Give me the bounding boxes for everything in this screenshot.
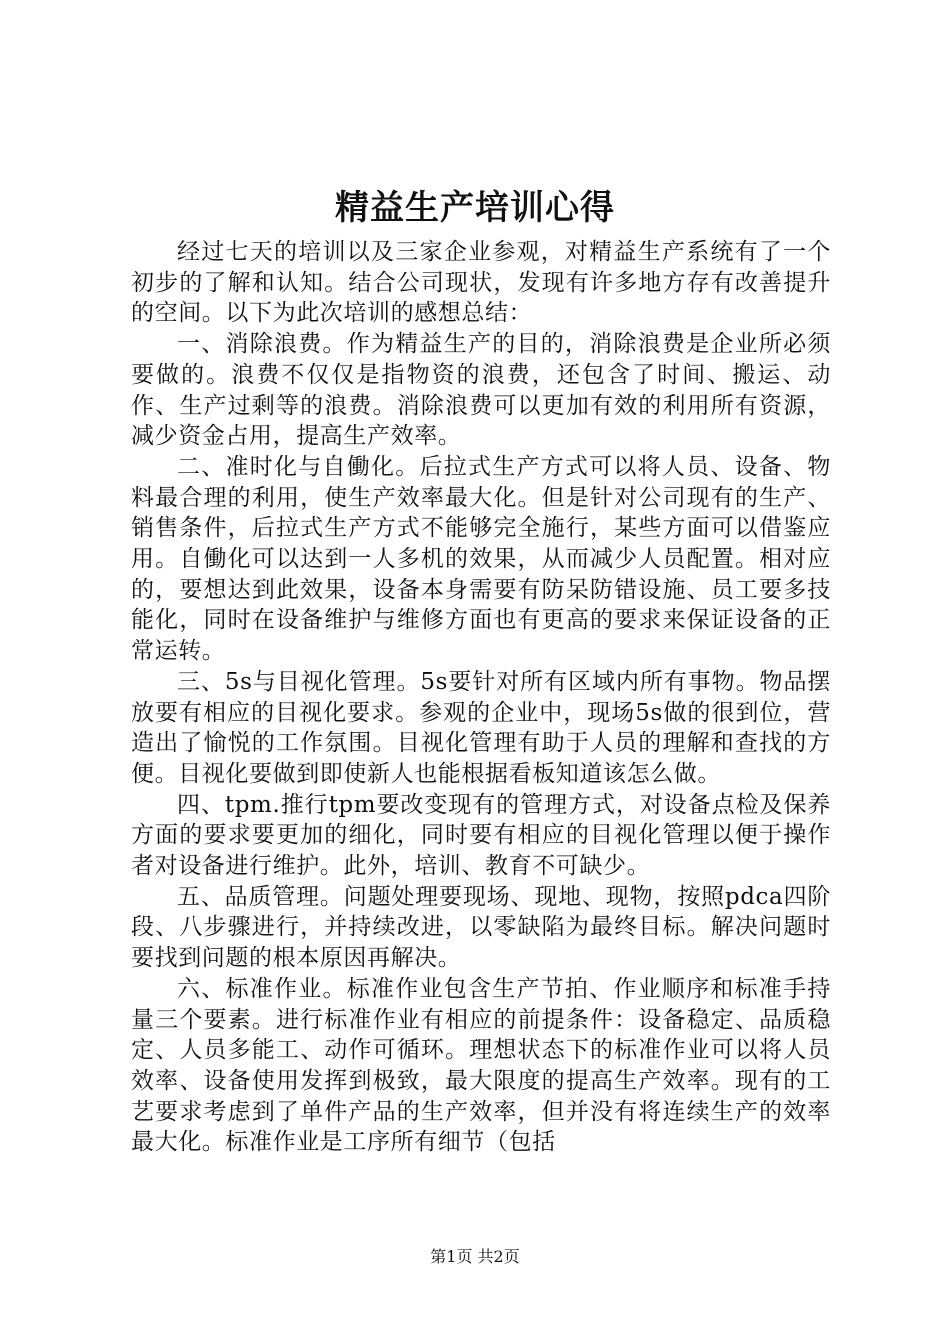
paragraph-jit-jidoka: 二、准时化与自働化。后拉式生产方式可以将人员、设备、物料最合理的利用，使生产效率最大化。但是针对公司现有的生产、销售条件，后拉式生产方式不能够完全施行，某些方面可以借鉴应用。自働化可以达到一人多机的效果，从而减少人员配置。相对应的，要想达到此效果，设备本身需要有防呆防错设施、员工要多技能化，同时在设备维护与维修方面也有更高的要求来保证设备的正常运转。: [131, 453, 831, 665]
paragraph-standard-work: 六、标准作业。标准作业包含生产节拍、作业顺序和标准手持量三个要素。进行标准作业有相应的前提条件：设备稳定、品质稳定、人员多能工、动作可循环。理想状态下的标准作业可以将人员效率、设备使用发挥到极致，最大限度的提高生产效率。现有的工艺要求考虑到了单件产品的生产效率，但并没有将连续生产的效率最大化。标准作业是工序所有细节（包括: [131, 975, 831, 1156]
paragraph-5s-visual: 三、5s与目视化管理。5s要针对所有区域内所有事物。物品摆放要有相应的目视化要求。参观的企业中，现场5s做的很到位，营造出了愉悦的工作氛围。目视化管理有助于人员的理解和查找的方便。目视化要做到即使新人也能根据看板知道该怎么做。: [131, 668, 831, 787]
paragraph-intro: 经过七天的培训以及三家企业参观，对精益生产系统有了一个初步的了解和认知。结合公司现状，发现有许多地方存有改善提升的空间。以下为此次培训的感想总结：: [131, 239, 831, 327]
page-indicator: 第1页 共2页: [430, 1247, 520, 1266]
paragraph-quality: 五、品质管理。问题处理要现场、现地、现物，按照pdca四阶段、八步骤进行，并持续改进，以零缺陷为最终目标。解决问题时要找到问题的根本原因再解决。: [131, 883, 831, 972]
paragraph-tpm: 四、tpm.推行tpm要改变现有的管理方式，对设备点检及保养方面的要求要更加的细化，同时要有相应的目视化管理以便于操作者对设备进行维护。此外，培训、教育不可缺少。: [131, 791, 831, 880]
document-title: 精益生产培训心得: [335, 188, 615, 228]
document-body: [131, 237, 831, 1158]
paragraph-eliminate-waste: 一、消除浪费。作为精益生产的目的，消除浪费是企业所必须要做的。浪费不仅仅是指物资的浪费，还包含了时间、搬运、动作、生产过剩等的浪费。消除浪费可以更加有效的利用所有资源，减少资金占用，提高生产效率。: [131, 331, 831, 450]
